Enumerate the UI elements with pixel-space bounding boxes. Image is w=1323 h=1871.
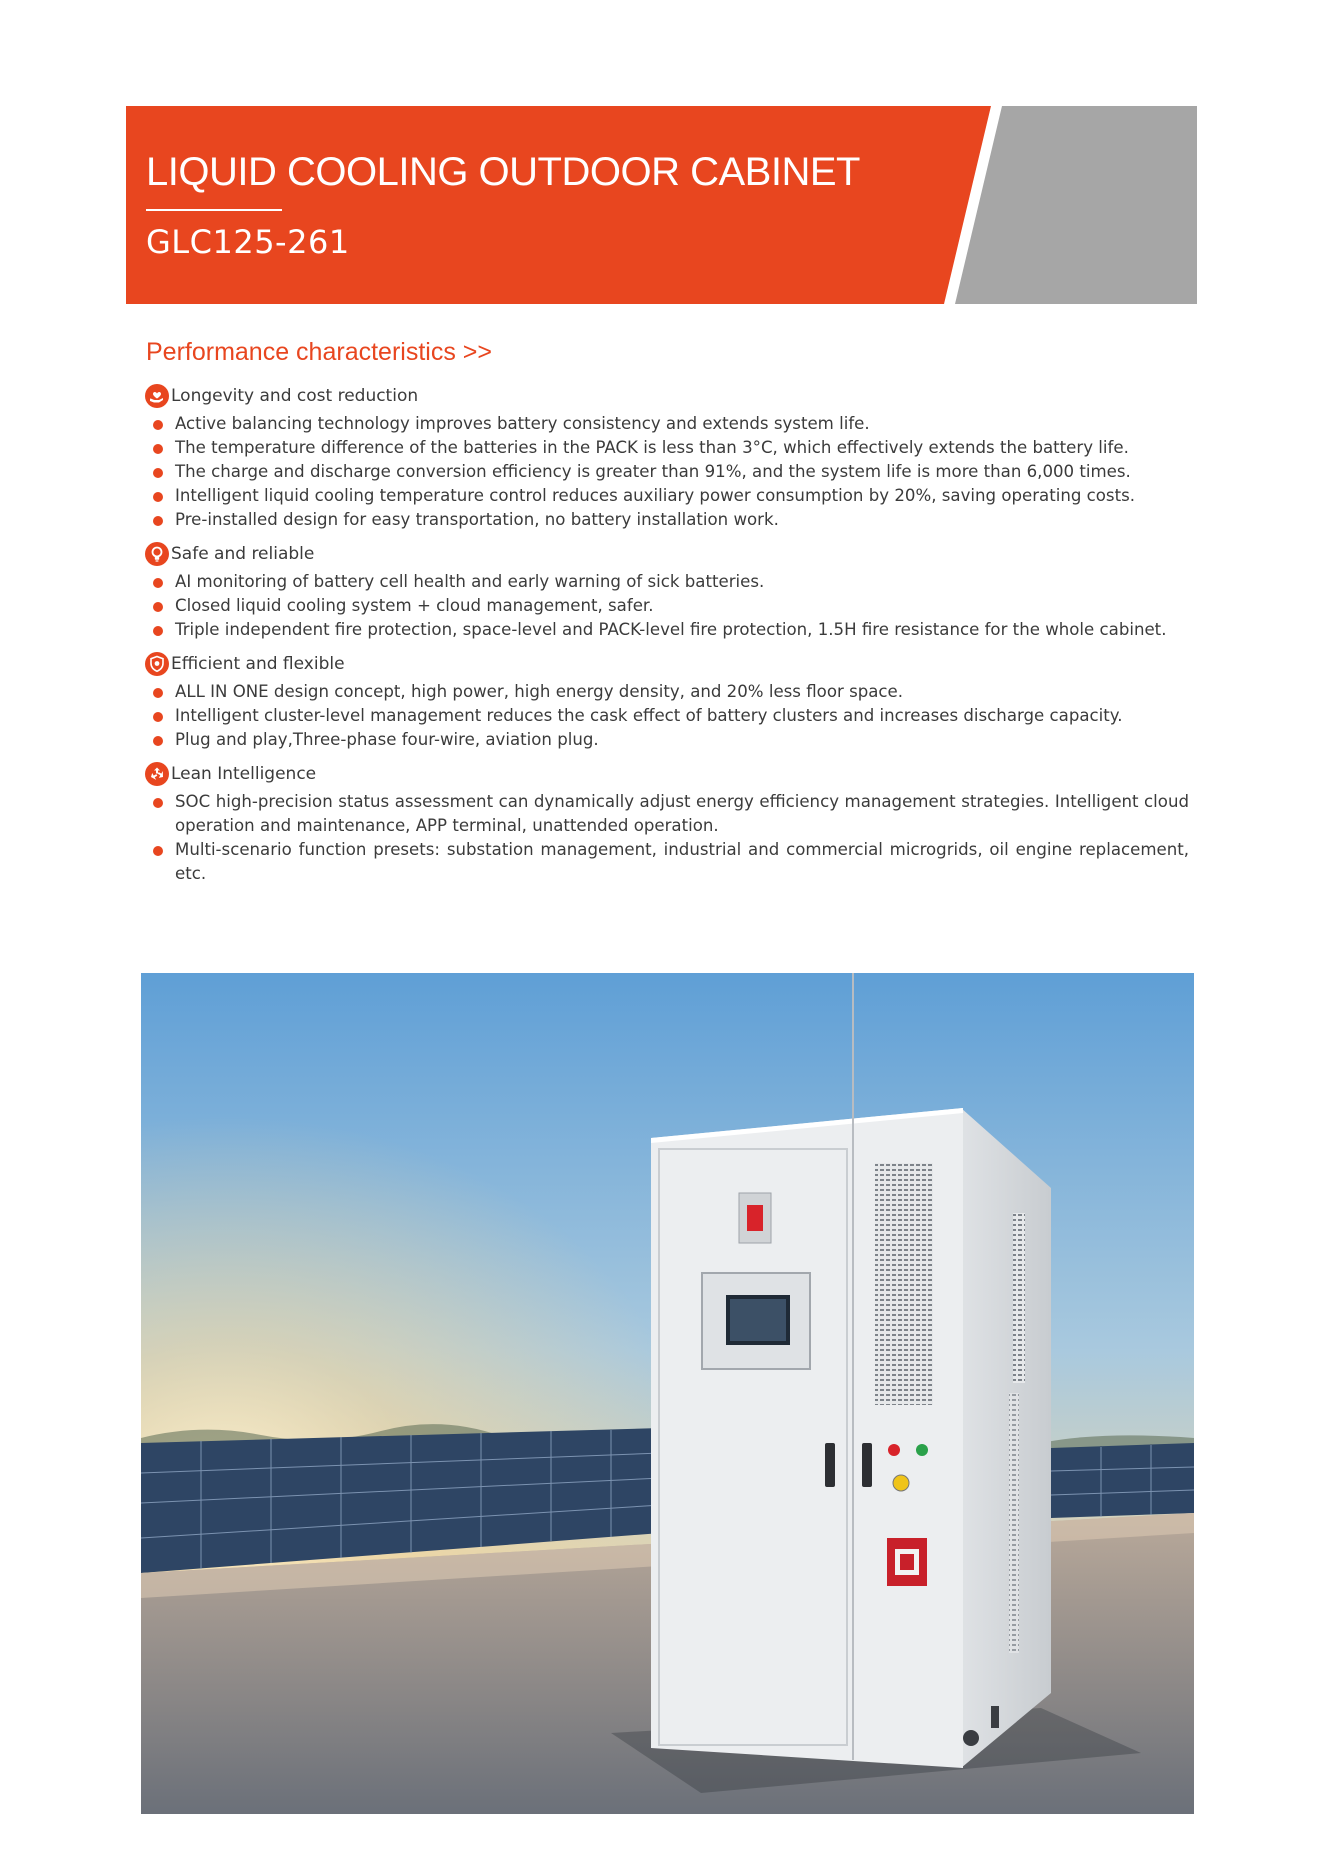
heart-hand-icon — [145, 384, 169, 408]
bullet-dot — [153, 626, 163, 636]
group-header — [145, 384, 1116, 408]
feature-group-intelligence — [126, 762, 1189, 886]
bullet-dot — [153, 444, 163, 454]
bullet-dot — [153, 602, 163, 612]
list-item-text: SOC high-precision status assessment can dynamically adjust energy efficiency management strategies. Intelligent cloud operation and maintenance, APP terminal, unattended operation. — [175, 792, 1189, 835]
bullet-dot — [153, 846, 163, 856]
list-item — [126, 728, 1189, 752]
title-underline — [146, 209, 282, 211]
list-item-text: The temperature difference of the batteries in the PACK is less than 3°C, which effectively extends the battery life. — [175, 438, 1129, 457]
list-item-text: Closed liquid cooling system + cloud management, safer. — [175, 596, 654, 615]
list-item-text: Active balancing technology improves battery consistency and extends system life. — [175, 414, 870, 433]
group-header — [145, 762, 1116, 786]
group-title: Longevity and cost reduction — [171, 386, 419, 406]
cycle-arrows-icon — [145, 762, 169, 786]
list-item — [126, 680, 1189, 704]
feature-group-safety — [126, 542, 1167, 642]
list-item-text: Triple independent fire protection, space-level and PACK-level fire protection, 1.5H fire resistance for the whole cabinet. — [175, 620, 1167, 639]
lightbulb-icon — [145, 542, 169, 566]
page-title: LIQUID COOLING OUTDOOR CABINET — [146, 150, 860, 194]
feature-group-efficiency — [126, 652, 1123, 752]
banner-grey-block — [955, 106, 1197, 304]
list-item — [126, 460, 1189, 484]
shield-icon — [145, 652, 169, 676]
bullet-dot — [153, 712, 163, 722]
list-item-text: Pre-installed design for easy transportation, no battery installation work. — [175, 510, 779, 529]
feature-list — [126, 412, 1135, 532]
group-header — [145, 542, 1116, 566]
bullet-dot — [153, 578, 163, 588]
group-title: Efficient and flexible — [171, 654, 345, 674]
group-title: Lean Intelligence — [171, 764, 317, 784]
feature-group-longevity — [126, 384, 1135, 532]
list-item-text: Plug and play,Three-phase four-wire, aviation plug. — [175, 730, 599, 749]
bullet-dot — [153, 516, 163, 526]
product-photo — [141, 973, 1194, 1814]
list-item — [126, 790, 1189, 838]
feature-list — [126, 680, 1123, 752]
bullet-dot — [153, 798, 163, 808]
performance-section — [126, 338, 1189, 896]
group-title: Safe and reliable — [171, 544, 315, 564]
list-item-text: Multi-scenario function presets: substation management, industrial and commercial microgrids, oil engine replacement, etc. — [175, 840, 1189, 883]
list-item — [126, 412, 1189, 436]
group-header — [145, 652, 1116, 676]
feature-list — [126, 790, 1189, 886]
list-item-text: ALL IN ONE design concept, high power, high energy density, and 20% less floor space. — [175, 682, 904, 701]
cabinet-photo — [141, 973, 1194, 1814]
list-item — [126, 436, 1189, 460]
list-item — [126, 594, 1189, 618]
bullet-dot — [153, 688, 163, 698]
header-banner — [126, 106, 1197, 304]
banner-shapes — [126, 106, 1197, 304]
list-item — [126, 570, 1189, 594]
bullet-dot — [153, 736, 163, 746]
list-item — [126, 508, 1189, 532]
bullet-dot — [153, 492, 163, 502]
bullet-dot — [153, 468, 163, 478]
banner-orange-block — [126, 106, 991, 304]
list-item — [126, 618, 1189, 642]
list-item — [126, 704, 1189, 728]
list-item-text: Intelligent cluster-level management reduces the cask effect of battery clusters and increases discharge capacity. — [175, 706, 1123, 725]
list-item-text: The charge and discharge conversion efficiency is greater than 91%, and the system life is more than 6,000 times. — [175, 462, 1131, 481]
feature-list — [126, 570, 1167, 642]
list-item — [126, 484, 1189, 508]
list-item — [126, 838, 1189, 886]
model-number: GLC125-261 — [146, 223, 350, 261]
bullet-dot — [153, 420, 163, 430]
list-item-text: Intelligent liquid cooling temperature control reduces auxiliary power consumption by 20%, saving operating costs. — [175, 486, 1135, 505]
list-item-text: AI monitoring of battery cell health and early warning of sick batteries. — [175, 572, 765, 591]
section-heading: Performance characteristics >> — [146, 338, 492, 366]
